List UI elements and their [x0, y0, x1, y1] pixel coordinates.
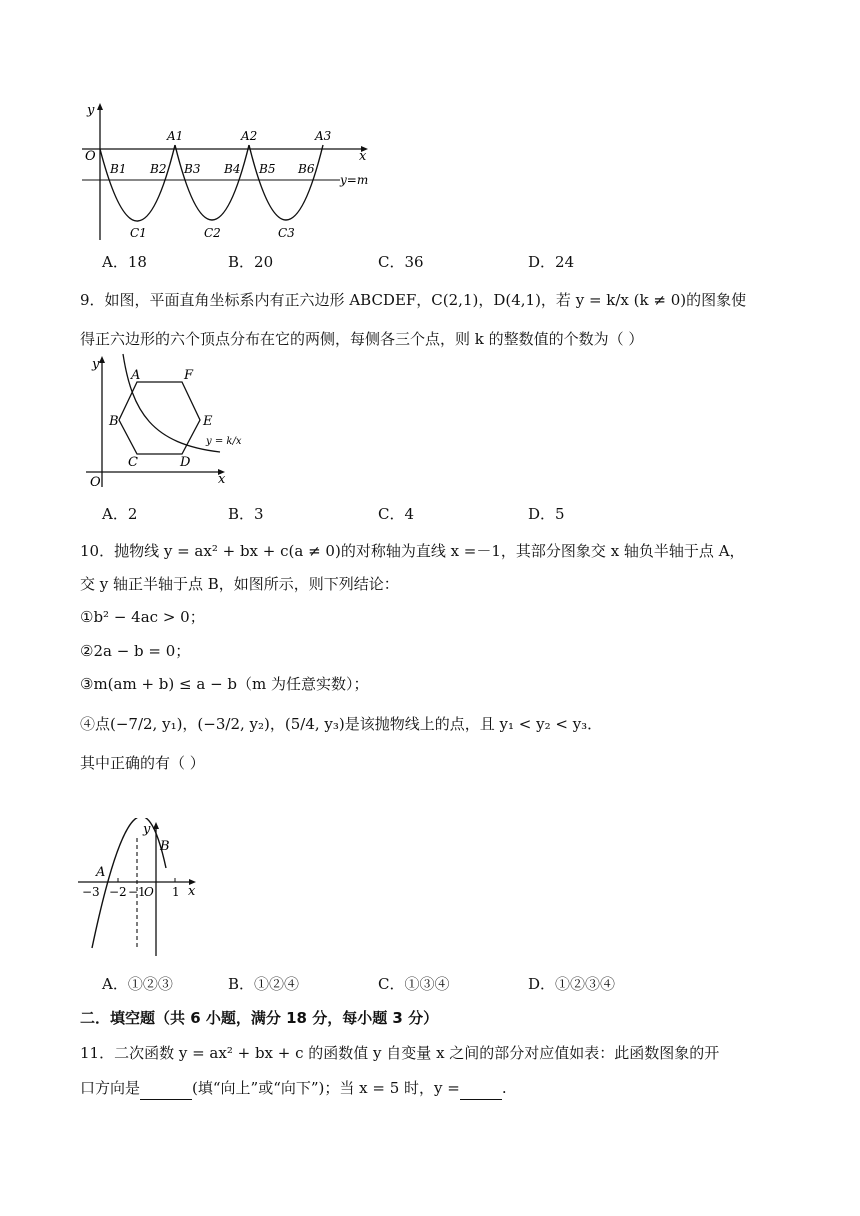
- q8-origin: O: [85, 149, 96, 164]
- q10-axis-x: x: [188, 884, 196, 899]
- q10-point-b: B: [160, 839, 170, 854]
- q9-axis-x: x: [218, 472, 226, 487]
- q9-figure: [82, 352, 252, 492]
- q10-origin: O: [144, 885, 154, 899]
- q8-option-c: C．36: [378, 253, 424, 271]
- q10-option-b: B．①②④: [228, 975, 300, 993]
- q8-axis-y: y: [87, 103, 95, 118]
- q9-vertex-d: D: [180, 455, 191, 470]
- q8-label-b3: B3: [184, 162, 201, 176]
- q8-label-c1: C1: [130, 226, 147, 240]
- q10-statement-2: ②2a − b = 0；: [80, 642, 191, 660]
- q10-statement-1: ①b² − 4ac > 0；: [80, 608, 205, 626]
- q10-stem-line1: 10．抛物线 y = ax² + bx + c(a ≠ 0)的对称轴为直线 x =－1，其部分图象交 x 轴负半轴于点 A，: [80, 542, 745, 560]
- q8-label-b5: B5: [259, 162, 276, 176]
- q8-label-a2: A2: [241, 129, 258, 143]
- q10-point-a: A: [96, 865, 106, 880]
- q9-option-a: A．2: [102, 505, 138, 523]
- q8-option-b: B．20: [228, 253, 274, 271]
- q10-tick-neg3: −3: [82, 885, 100, 899]
- q9-curve-label: y = k/x: [206, 436, 242, 447]
- q9-origin: O: [90, 475, 101, 490]
- q9-stem-line2: 得正六边形的六个顶点分布在它的两侧，每侧各三个点，则 k 的整数值的个数为（ ）: [80, 330, 644, 348]
- q8-label-c3: C3: [278, 226, 295, 240]
- q8-option-d: D．24: [528, 253, 575, 271]
- section-2-heading: 二．填空题（共 6 小题，满分 18 分，每小题 3 分）: [80, 1009, 439, 1027]
- q10-tick-1: 1: [172, 885, 180, 899]
- q10-question: 其中正确的有（ ）: [80, 754, 205, 772]
- q11-stem-line2: [80, 1077, 507, 1100]
- q8-label-b1: B1: [110, 162, 127, 176]
- q9-stem-line1: 9．如图，平面直角坐标系内有正六边形 ABCDEF，C(2,1)，D(4,1)，若 y = k/x (k ≠ 0)的图象使: [80, 291, 747, 309]
- q9-axis-y: y: [92, 357, 100, 372]
- q9-vertex-e: E: [203, 414, 213, 429]
- q10-statement-3: ③m(am + b) ≤ a − b（m 为任意实数）；: [80, 675, 369, 693]
- q10-tick-neg1: −1: [128, 885, 146, 899]
- q11-text-b: (填“向上”或“向下”)；当 x = 5 时，y =: [192, 1079, 460, 1097]
- q10-option-a: A．①②③: [102, 975, 173, 993]
- q8-line-label: y=m: [340, 173, 369, 187]
- q9-vertex-a: A: [131, 368, 141, 383]
- q11-text-c: .: [501, 1079, 507, 1097]
- q11-blank-1[interactable]: [140, 1077, 192, 1100]
- q10-axis-y: y: [143, 822, 151, 837]
- q10-option-d: D．①②③④: [528, 975, 616, 993]
- q10-figure: [76, 818, 216, 958]
- q10-statement-4: ④点(−7/2, y₁)，(−3/2, y₂)，(5/4, y₃)是该抛物线上的点，且 y₁ < y₂ < y₃．: [80, 715, 603, 733]
- q8-option-a: A．18: [102, 253, 147, 271]
- q8-label-b4: B4: [224, 162, 241, 176]
- q9-vertex-c: C: [128, 455, 138, 470]
- q8-label-b6: B6: [298, 162, 315, 176]
- q10-tick-neg2: −2: [109, 885, 127, 899]
- q11-text-a: 口方向是: [80, 1079, 141, 1097]
- q9-vertex-f: F: [184, 368, 194, 383]
- q10-stem-line2: 交 y 轴正半轴于点 B，如图所示，则下列结论：: [80, 575, 399, 593]
- q8-figure: [78, 100, 378, 245]
- q8-label-b2: B2: [150, 162, 167, 176]
- q10-option-c: C．①③④: [378, 975, 450, 993]
- q9-vertex-b: B: [109, 414, 119, 429]
- q8-label-a3: A3: [315, 129, 332, 143]
- q9-option-b: B．3: [228, 505, 264, 523]
- q9-option-d: D．5: [528, 505, 565, 523]
- q8-label-c2: C2: [204, 226, 221, 240]
- q11-blank-2[interactable]: [460, 1077, 502, 1100]
- q8-label-a1: A1: [167, 129, 184, 143]
- q9-option-c: C．4: [378, 505, 415, 523]
- q11-stem-line1: 11．二次函数 y = ax² + bx + c 的函数值 y 自变量 x 之间的部分对应值如表：此函数图象的开: [80, 1044, 720, 1062]
- q8-axis-x: x: [359, 149, 367, 164]
